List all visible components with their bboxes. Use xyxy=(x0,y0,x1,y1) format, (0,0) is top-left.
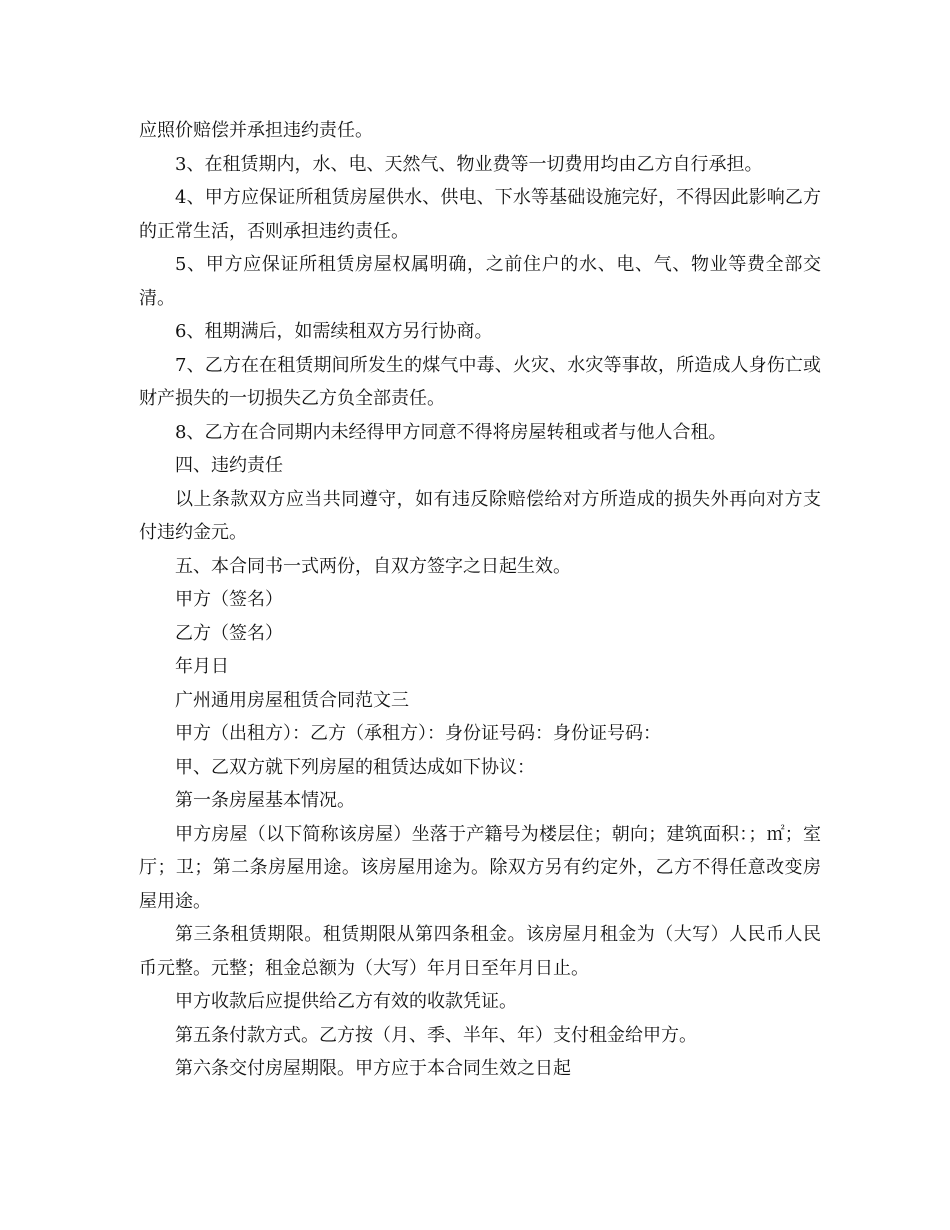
paragraph: 甲方房屋（以下简称该房屋）坐落于产籍号为楼层住；朝向；建筑面积：；㎡；室厅；卫；第二条房屋用途。该房屋用途为。除双方另有约定外，乙方不得任意改变房屋用途。 xyxy=(139,823,821,912)
paragraph: 甲方收款后应提供给乙方有效的收款凭证。 xyxy=(175,991,517,1012)
paragraph: 应照价赔偿并承担违约责任。 xyxy=(139,120,373,141)
paragraph: 五、本合同书一式两份，自双方签字之日起生效。 xyxy=(175,555,571,577)
paragraph: 第三条租赁期限。租赁期限从第四条租金。该房屋月租金为（大写）人民币人民币元整。元整；租金总额为（大写）年月日至年月日止。 xyxy=(139,924,821,979)
date-line: 年月日 xyxy=(175,656,229,677)
paragraph: 6、租期满后，如需续租双方另行协商。 xyxy=(175,321,493,342)
paragraph: 7、乙方在在租赁期间所发生的煤气中毒、火灾、水灾等事故，所造成人身伤亡或财产损失的一切损失乙方负全部责任。 xyxy=(139,354,821,409)
parties-line: 甲方（出租方）：乙方（承租方）：身份证号码：身份证号码： xyxy=(175,723,661,744)
paragraph: 4、甲方应保证所租赁房屋供水、供电、下水等基础设施完好，不得因此影响乙方的正常生活，否则承担违约责任。 xyxy=(139,187,821,242)
article-heading: 第一条房屋基本情况。 xyxy=(175,790,355,811)
document-title: 广州通用房屋租赁合同范文三 xyxy=(175,689,409,711)
signature-line-party-b: 乙方（签名） xyxy=(175,622,283,644)
paragraph: 第五条付款方式。乙方按（月、季、半年、年）支付租金给甲方。 xyxy=(175,1024,697,1046)
paragraph: 以上条款双方应当共同遵守，如有违反除赔偿给对方所造成的损失外再向对方支付违约金元。 xyxy=(139,488,821,543)
paragraph: 甲、乙双方就下列房屋的租赁达成如下协议： xyxy=(175,756,535,778)
section-heading: 四、违约责任 xyxy=(175,455,283,476)
paragraph: 5、甲方应保证所租赁房屋权属明确，之前住户的水、电、气、物业等费全部交清。 xyxy=(139,254,821,309)
paragraph: 第六条交付房屋期限。甲方应于本合同生效之日起 xyxy=(175,1058,571,1079)
signature-line-party-a: 甲方（签名） xyxy=(175,589,283,610)
paragraph: 8、乙方在合同期内未经得甲方同意不得将房屋转租或者与他人合租。 xyxy=(175,421,727,443)
paragraph: 3、在租赁期内，水、电、天然气、物业费等一切费用均由乙方自行承担。 xyxy=(175,153,763,175)
document-body xyxy=(139,114,821,1086)
